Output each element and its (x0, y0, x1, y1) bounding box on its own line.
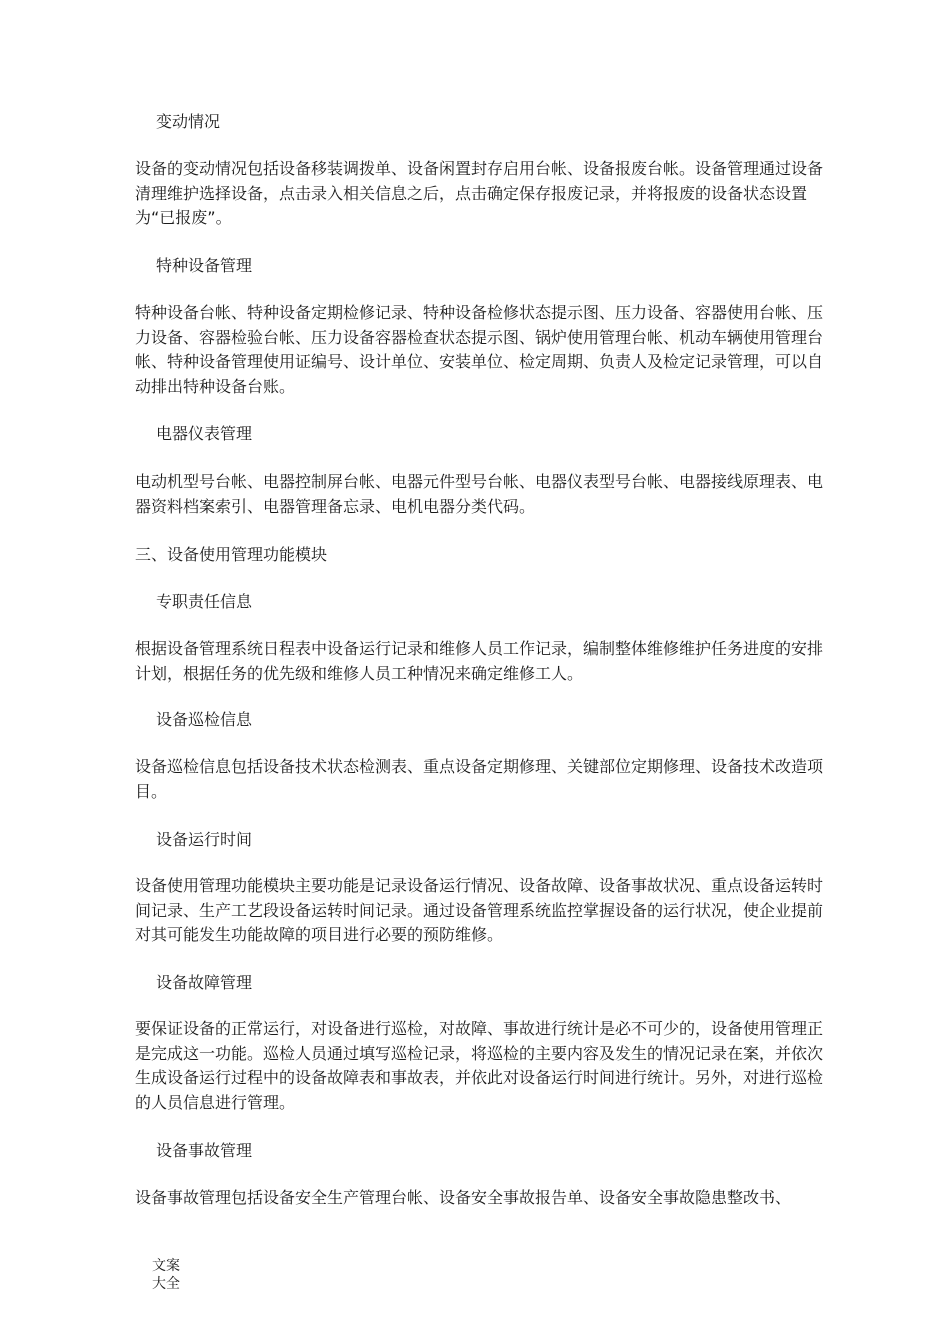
section-heading-responsibility: 专职责任信息 (156, 592, 253, 611)
section-body-change: 设备的变动情况包括设备移装调拨单、设备闲置封存启用台帐、设备报废台帐。设备管理通过设备清理维护选择设备，点击录入相关信息之后，点击确定保存报废记录，并将报废的设备状态设置为“已报废”。 (135, 159, 824, 227)
section-heading-special-equipment: 特种设备管理 (156, 256, 253, 275)
footer-label (152, 1257, 192, 1293)
major-heading-usage-module: 三、设备使用管理功能模块 (135, 545, 328, 564)
section-heading-change: 变动情况 (156, 112, 221, 131)
section-heading-inspection: 设备巡检信息 (156, 710, 253, 729)
section-body-special-equipment: 特种设备台帐、特种设备定期检修记录、特种设备检修状态提示图、压力设备、容器使用台帐、压力设备、容器检验台帐、压力设备容器检查状态提示图、锅炉使用管理台帐、机动车辆使用管理台帐、特种设备管理使用证编号、设计单位、安装单位、检定周期、负责人及检定记录管理，可以自动排出特种设备台账。 (135, 303, 824, 396)
footer-line-2: 大全 (152, 1276, 180, 1292)
section-heading-accident: 设备事故管理 (156, 1141, 253, 1160)
section-heading-electrical: 电器仪表管理 (156, 424, 253, 443)
section-body-electrical: 电动机型号台帐、电器控制屏台帐、电器元件型号台帐、电器仪表型号台帐、电器接线原理表、电器资料档案索引、电器管理备忘录、电机电器分类代码。 (135, 472, 824, 516)
section-body-fault: 要保证设备的正常运行，对设备进行巡检，对故障、事故进行统计是必不可少的，设备使用管理正是完成这一功能。巡检人员通过填写巡检记录，将巡检的主要内容及发生的情况记录在案，并依次生成设备运行过程中的设备故障表和事故表，并依此对设备运行时间进行统计。另外，对进行巡检的人员信息进行管理。 (135, 1019, 824, 1112)
section-heading-fault: 设备故障管理 (156, 973, 253, 992)
section-body-responsibility: 根据设备管理系统日程表中设备运行记录和维修人员工作记录，编制整体维修维护任务进度的安排计划，根据任务的优先级和维修人员工种情况来确定维修工人。 (135, 639, 824, 683)
section-body-runtime: 设备使用管理功能模块主要功能是记录设备运行情况、设备故障、设备事故状况、重点设备运转时间记录、生产工艺段设备运转时间记录。通过设备管理系统监控掌握设备的运行状况，使企业提前对其可能发生功能故障的项目进行必要的预防维修。 (135, 876, 824, 944)
section-body-inspection: 设备巡检信息包括设备技术状态检测表、重点设备定期修理、关键部位定期修理、设备技术改造项目。 (135, 757, 824, 801)
section-body-accident: 设备事故管理包括设备安全生产管理台帐、设备安全事故报告单、设备安全事故隐患整改书、 (135, 1188, 792, 1207)
footer-line-1: 文案 (152, 1258, 180, 1274)
section-heading-runtime: 设备运行时间 (156, 830, 253, 849)
